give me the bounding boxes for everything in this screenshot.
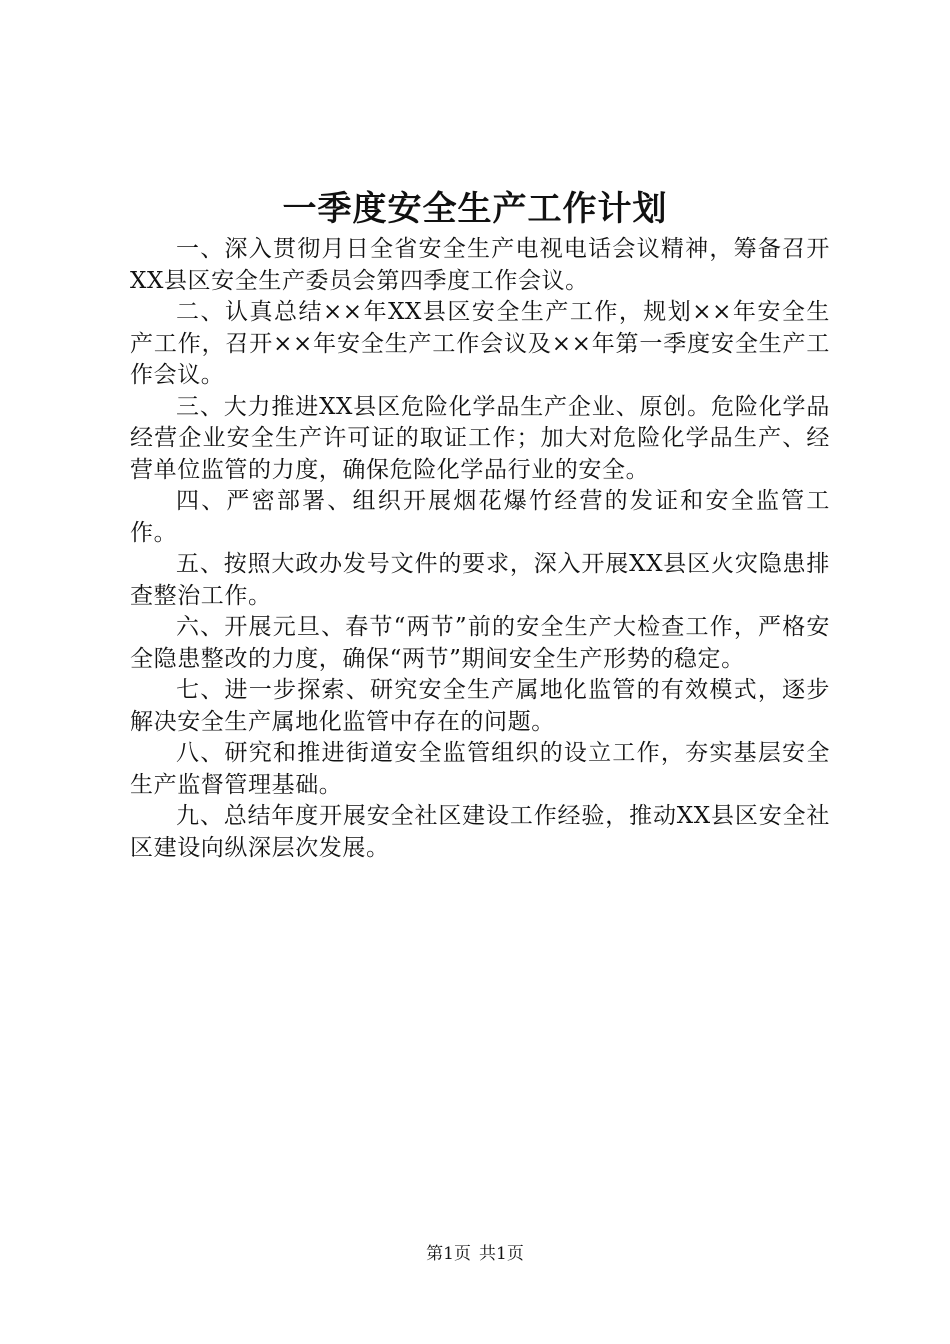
paragraph-6: 六、开展元旦、春节“两节”前的安全生产大检查工作，严格安全隐患整改的力度，确保“两节”期间安全生产形势的稳定。 bbox=[130, 614, 830, 672]
page-total: 共1页 bbox=[479, 1244, 524, 1264]
document-title: 一季度安全生产工作计划 bbox=[282, 189, 668, 229]
paragraph-7: 七、进一步探索、研究安全生产属地化监管的有效模式，逐步解决安全生产属地化监管中存在的问题。 bbox=[130, 677, 830, 735]
paragraph-3: 三、大力推进XX县区危险化学品生产企业、原创。危险化学品经营企业安全生产许可证的取证工作；加大对危险化学品生产、经营单位监管的力度，确保危险化学品行业的安全。 bbox=[130, 393, 830, 483]
paragraph-1: 一、深入贯彻月日全省安全生产电视电话会议精神，筹备召开XX县区安全生产委员会第四季度工作会议。 bbox=[130, 236, 830, 294]
paragraph-5: 五、按照大政办发号文件的要求，深入开展XX县区火灾隐患排查整治工作。 bbox=[130, 551, 830, 609]
page-number: 第1页 bbox=[426, 1244, 471, 1264]
paragraph-8: 八、研究和推进街道安全监管组织的设立工作，夯实基层安全生产监督管理基础。 bbox=[130, 740, 830, 798]
page-footer bbox=[0, 1242, 950, 1266]
paragraph-4: 四、严密部署、组织开展烟花爆竹经营的发证和安全监管工作。 bbox=[130, 488, 830, 546]
paragraph-2: 二、认真总结××年XX县区安全生产工作，规划××年安全生产工作，召开××年安全生产工作会议及××年第一季度安全生产工作会议。 bbox=[130, 299, 830, 388]
document-body bbox=[130, 234, 830, 864]
paragraph-9: 九、总结年度开展安全社区建设工作经验，推动XX县区安全社区建设向纵深层次发展。 bbox=[130, 803, 830, 861]
